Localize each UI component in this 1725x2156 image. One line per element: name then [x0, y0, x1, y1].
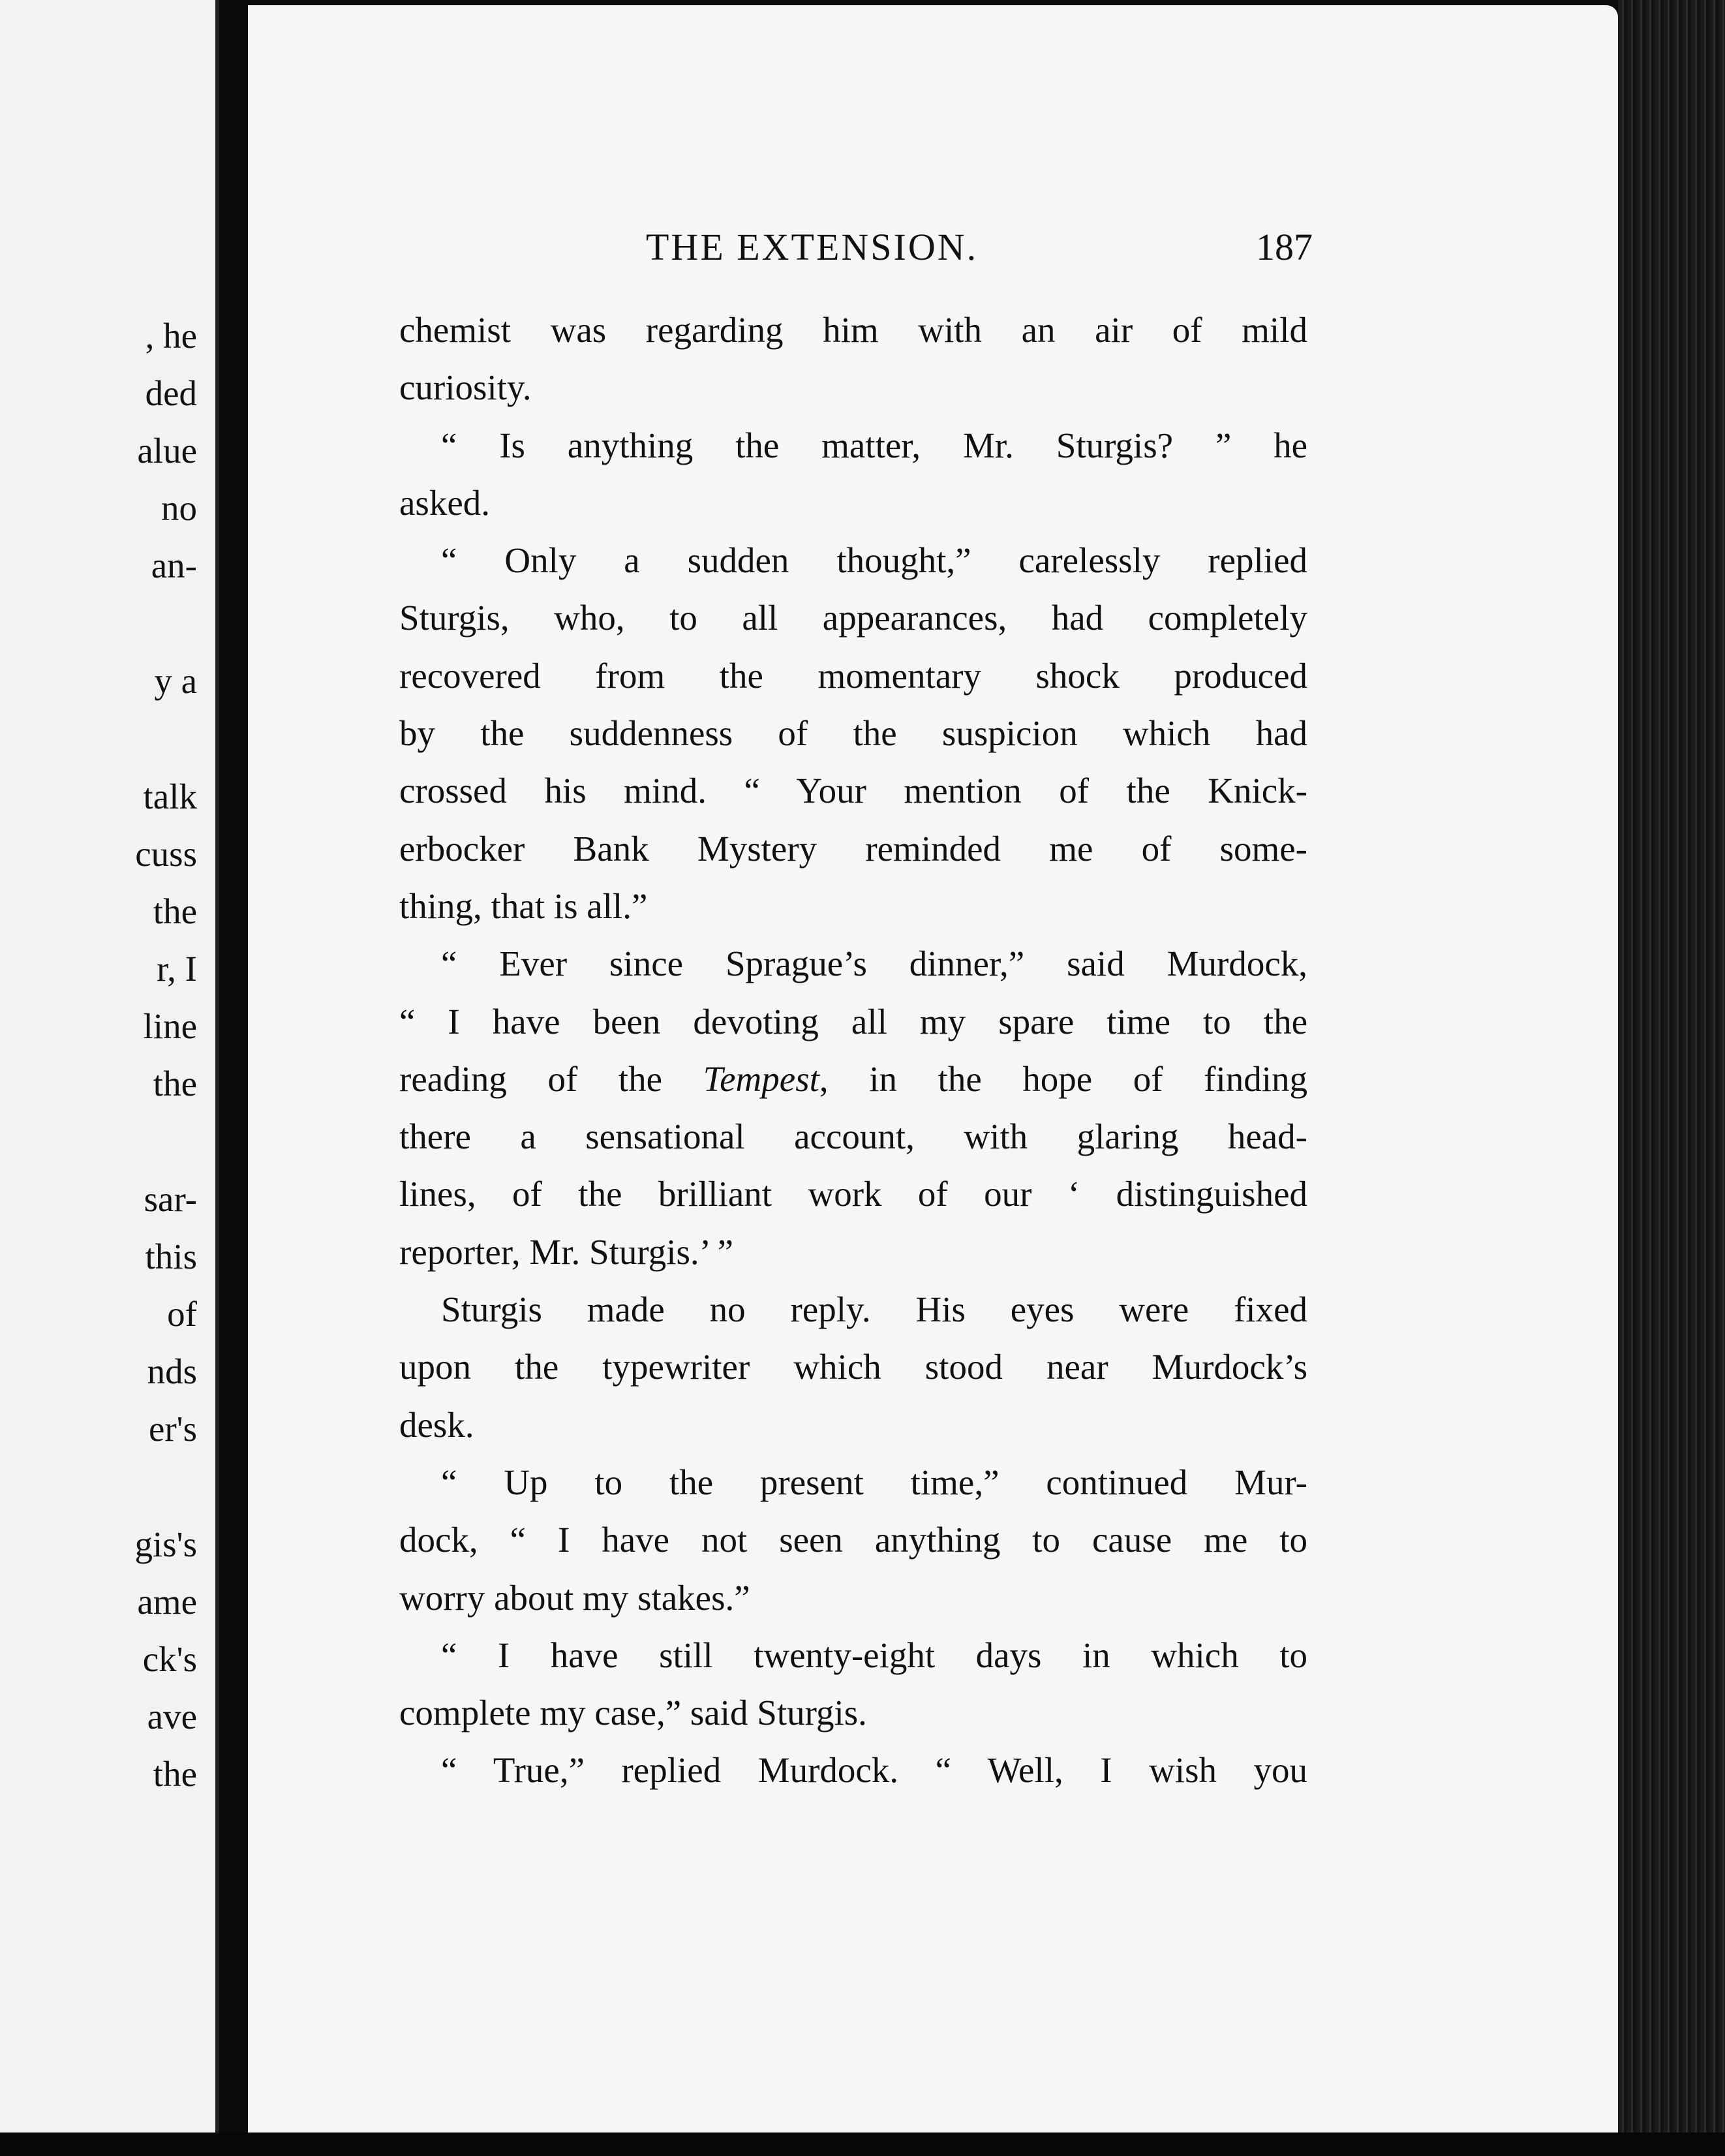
running-title: THE EXTENSION. — [646, 226, 979, 268]
page-edges — [1618, 0, 1725, 2156]
text-line: asked. — [399, 482, 490, 523]
text-line: “ Is anything the matter, Mr. Sturgis? ” he — [441, 425, 1307, 465]
left-fragment: the — [153, 891, 197, 931]
left-fragment: of — [167, 1294, 197, 1334]
left-fragment: , he — [145, 316, 197, 356]
left-fragment: er's — [148, 1409, 197, 1449]
text-line: upon the typewriter which stood near Murdock’s — [399, 1347, 1307, 1387]
scan-bottom-border — [0, 2133, 1725, 2156]
text-line: “ I have still twenty-eight days in which to — [441, 1635, 1307, 1675]
text-line: “ Up to the present time,” continued Mur- — [441, 1462, 1307, 1502]
left-fragment: y a — [154, 661, 197, 701]
left-fragment: no — [161, 488, 197, 528]
text-line: curiosity. — [399, 367, 532, 408]
text-line: erbocker Bank Mystery reminded me of some- — [399, 828, 1307, 869]
text-line: desk. — [399, 1404, 474, 1445]
text-line: thing, that is all.” — [399, 886, 648, 926]
text-line — [399, 1051, 1307, 1108]
text-line: “ I have been devoting all my spare time to the — [399, 1001, 1307, 1041]
text-line: complete my case,” said Sturgis. — [399, 1693, 867, 1733]
left-fragment: ded — [145, 373, 197, 413]
left-fragment: alue — [137, 431, 197, 470]
text-line: lines, of the brilliant work of our ‘ distinguished — [399, 1174, 1307, 1214]
text-line: recovered from the momentary shock produced — [399, 655, 1307, 696]
text-line: dock, “ I have not seen anything to cause me to — [399, 1520, 1307, 1560]
left-fragment: r, I — [157, 949, 197, 989]
text-line: there a sensational account, with glaring head- — [399, 1116, 1307, 1157]
page-number: 187 — [1256, 226, 1313, 268]
left-fragment: the — [153, 1754, 197, 1794]
text-line: crossed his mind. “ Your mention of the Knick- — [399, 771, 1307, 811]
text-line: by the suddenness of the suspicion which had — [399, 713, 1307, 754]
left-fragment: an- — [151, 546, 197, 585]
text-line: “ Ever since Sprague’s dinner,” said Murdock, — [441, 944, 1307, 984]
left-fragment: gis's — [134, 1524, 197, 1564]
left-fragment: sar- — [144, 1179, 197, 1219]
book-gutter — [219, 0, 248, 2156]
left-fragment: ck's — [142, 1639, 197, 1679]
text-fragment: , in the hope of finding — [819, 1058, 1308, 1099]
previous-page — [0, 0, 219, 2140]
text-line: reporter, Mr. Sturgis.’ ” — [399, 1231, 734, 1272]
text-line: Sturgis, who, to all appearances, had completely — [399, 598, 1307, 638]
left-fragment: nds — [147, 1351, 197, 1391]
body-text — [399, 301, 1307, 1800]
text-line: chemist was regarding him with an air of mild — [399, 310, 1307, 350]
left-fragment: line — [143, 1006, 197, 1046]
left-fragment: ame — [137, 1582, 197, 1622]
italic-title: Tempest — [703, 1058, 819, 1099]
left-fragment: this — [145, 1237, 197, 1276]
text-line: Sturgis made no reply. His eyes were fixed — [441, 1289, 1307, 1330]
text-line: “ True,” replied Murdock. “ Well, I wish you — [441, 1750, 1307, 1791]
left-fragment: the — [153, 1064, 197, 1103]
text-line: worry about my stakes.” — [399, 1577, 750, 1618]
left-fragment: cuss — [135, 834, 197, 874]
text-line: “ Only a sudden thought,” carelessly replied — [441, 540, 1307, 581]
running-header — [646, 225, 1313, 271]
text-fragment: reading of the — [399, 1058, 663, 1099]
left-fragment: ave — [147, 1697, 197, 1736]
left-fragment: talk — [143, 777, 197, 816]
